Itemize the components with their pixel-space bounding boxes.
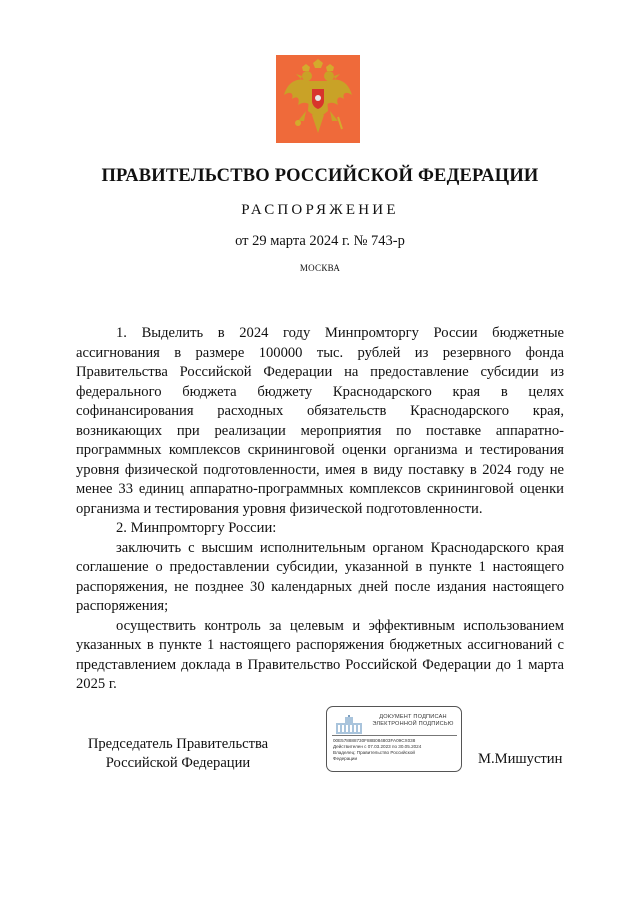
signatory-position-line: Председатель Правительства (87, 736, 269, 752)
document-type: РАСПОРЯЖЕНИЕ (241, 202, 399, 218)
stamp-title (367, 714, 459, 728)
stamp-details (333, 738, 459, 762)
signatory-position (78, 735, 278, 773)
organization-title: ПРАВИТЕЛЬСТВО РОССИЙСКОЙ ФЕДЕРАЦИИ (101, 166, 539, 186)
document-city: МОСКВА (299, 263, 341, 273)
stamp-divider (332, 735, 457, 736)
stamp-certificate: 00E578888730F88B084803FA09CX038 (333, 738, 416, 743)
document-date-number: от 29 марта 2024 г. № 743-р (235, 233, 405, 249)
paragraph: 2. Минпромторгу России: (116, 520, 277, 536)
signatory-name: М.Мишустин (478, 751, 563, 767)
paragraph: осуществить контроль за целевым и эффективным использованием указанных в пункте 1 настоящего распоряжения бюджетных ассигнований с представлением доклада в Правительство Российской Федерации до 1 марта 2025 г. (76, 617, 564, 692)
paragraph: заключить с высшим исполнительным органом Краснодарского края соглашение о предоставлении субсидии, указанной в пункте 1 настоящего распоряжения, не позднее 30 календарных дней после издания настоящего распоряжения; (76, 539, 564, 614)
electronic-signature-stamp (326, 706, 462, 772)
document-body (76, 324, 564, 695)
stamp-owner: Федерации (333, 756, 358, 761)
paragraph: 1. Выделить в 2024 году Минпромторгу России бюджетные ассигнования в размере 100000 тыс. рублей из резервного фонда Правительства Российской Федерации на предоставление субсидии из федерального бюджета бюджету Краснодарского края в целях софинансирования расходных обязательств Краснодарского края, возникающих при реализации мероприятия по поставке аппаратно-программных комплексов скрининговой оценки организма и тестирования уровня физической подготовленности, имея в виду поставку в 2024 году не менее 33 единиц аппаратно-программных комплексов скрининговой оценки организма и тестирования уровня физической подготовленности. (76, 325, 564, 517)
stamp-title-line: ДОКУМЕНТ ПОДПИСАН (379, 714, 447, 720)
signatory-position-line: Российской Федерации (105, 755, 251, 771)
stamp-validity: Действителен с 07.03.2023 по 30.05.2024 (333, 744, 422, 749)
coat-of-arms-emblem (276, 55, 360, 143)
stamp-title-line: ЭЛЕКТРОННОЙ ПОДПИСЬЮ (372, 721, 454, 727)
stamp-owner: Владелец: Правительство Российской (333, 750, 415, 755)
building-icon (335, 715, 363, 735)
double-headed-eagle-icon (276, 55, 360, 143)
